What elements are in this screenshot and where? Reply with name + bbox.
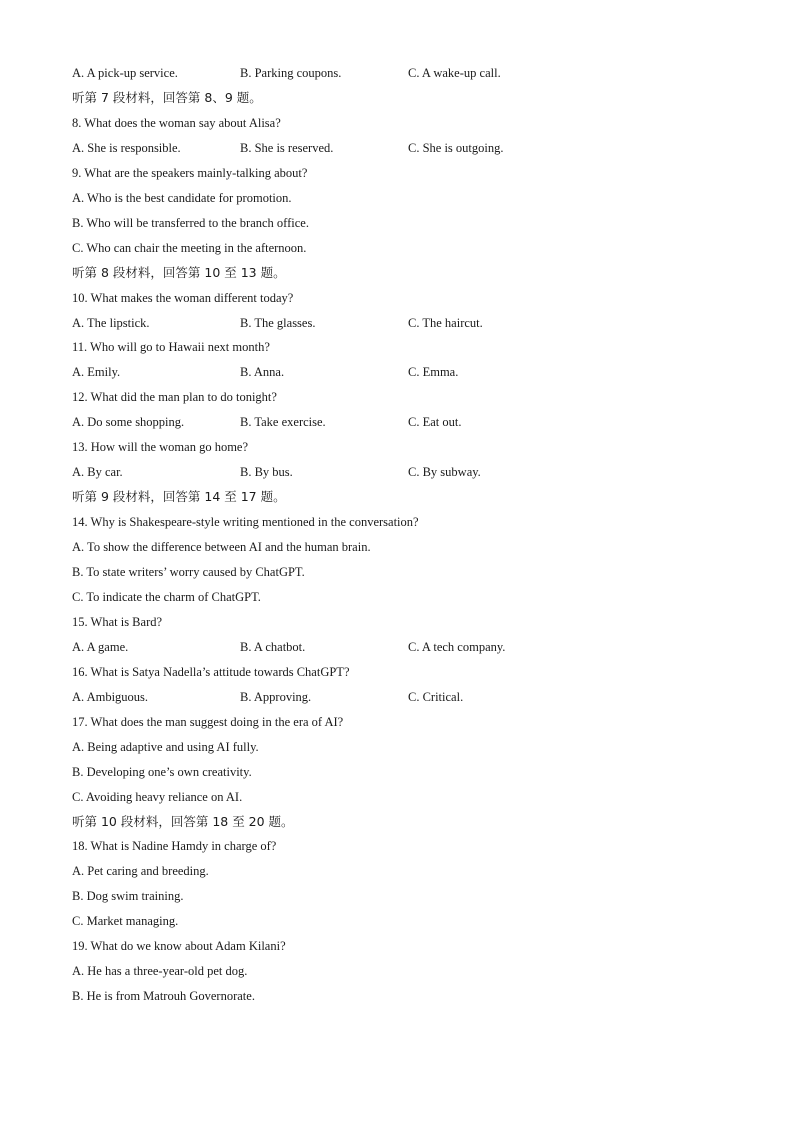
answer-option-line: A. Being adaptive and using AI fully. (72, 739, 259, 754)
answer-option-line: B. Who will be transferred to the branch office. (72, 215, 309, 230)
answer-option-c: C. A tech company. (408, 639, 506, 654)
question-text: 11. Who will go to Hawaii next month? (72, 340, 270, 355)
question-text: 17. What does the man suggest doing in the era of AI? (72, 714, 344, 729)
answer-option-c: C. Critical. (408, 689, 464, 704)
question-text: 12. What did the man plan to do tonight? (72, 390, 277, 405)
answer-option-a: A. A pick-up service. (72, 66, 178, 80)
answer-option-line: B. To state writers’ worry caused by ChatGPT. (72, 565, 305, 579)
question-text: 16. What is Satya Nadella’s attitude towards ChatGPT? (72, 664, 350, 679)
question-text: 13. How will the woman go home? (72, 440, 249, 455)
answer-option-a: A. The lipstick. (72, 315, 150, 330)
section-instruction: 听第 10 段材料，回答第 18 至 20 题。 (72, 813, 294, 829)
answer-option-c: C. Eat out. (408, 415, 462, 430)
answer-option-b: B. Anna. (240, 365, 285, 380)
answer-option-line: A. To show the difference between AI and the human brain. (72, 540, 371, 554)
answer-option-b: B. Parking coupons. (240, 66, 342, 80)
answer-option-line: C. To indicate the charm of ChatGPT. (72, 589, 261, 604)
answer-option-line: A. He has a three-year-old pet dog. (72, 964, 248, 979)
answer-option-b: B. Approving. (240, 689, 312, 704)
answer-option-c: C. A wake-up call. (408, 66, 501, 80)
question-text: 15. What is Bard? (72, 614, 163, 629)
answer-option-c: C. The haircut. (408, 315, 483, 330)
question-text: 9. What are the speakers mainly-talking about? (72, 165, 308, 180)
question-text: 14. Why is Shakespeare-style writing mentioned in the conversation? (72, 515, 419, 530)
answer-option-b: B. She is reserved. (240, 140, 334, 155)
answer-option-b: B. A chatbot. (240, 639, 306, 654)
question-text: 10. What makes the woman different today? (72, 290, 294, 305)
answer-option-line: C. Market managing. (72, 914, 179, 929)
answer-option-line: B. He is from Matrouh Governorate. (72, 989, 255, 1004)
answer-option-line: B. Developing one’s own creativity. (72, 764, 252, 779)
section-instruction: 听第 9 段材料，回答第 14 至 17 题。 (72, 489, 286, 505)
question-text: 18. What is Nadine Hamdy in charge of? (72, 839, 277, 854)
answer-option-c: C. Emma. (408, 365, 459, 380)
answer-option-b: B. The glasses. (240, 315, 316, 330)
question-text: 8. What does the woman say about Alisa? (72, 115, 281, 130)
section-instruction: 听第 8 段材料，回答第 10 至 13 题。 (72, 264, 286, 280)
answer-option-b: B. Take exercise. (240, 415, 326, 430)
answer-option-line: C. Avoiding heavy reliance on AI. (72, 789, 243, 804)
answer-option-c: C. She is outgoing. (408, 140, 504, 155)
answer-option-a: A. She is responsible. (72, 140, 181, 155)
answer-option-a: A. Do some shopping. (72, 415, 185, 430)
answer-option-a: A. A game. (72, 639, 129, 654)
answer-option-a: A. Emily. (72, 365, 121, 380)
question-text: 19. What do we know about Adam Kilani? (72, 939, 286, 954)
answer-option-a: A. Ambiguous. (72, 689, 149, 704)
answer-option-line: C. Who can chair the meeting in the afternoon. (72, 240, 307, 255)
answer-option-line: A. Pet caring and breeding. (72, 864, 209, 879)
answer-option-c: C. By subway. (408, 465, 481, 480)
answer-option-line: A. Who is the best candidate for promotion. (72, 190, 292, 205)
answer-option-b: B. By bus. (240, 465, 293, 480)
answer-option-line: B. Dog swim training. (72, 889, 184, 904)
section-instruction: 听第 7 段材料，回答第 8、9 题。 (72, 90, 262, 105)
answer-option-a: A. By car. (72, 465, 123, 480)
